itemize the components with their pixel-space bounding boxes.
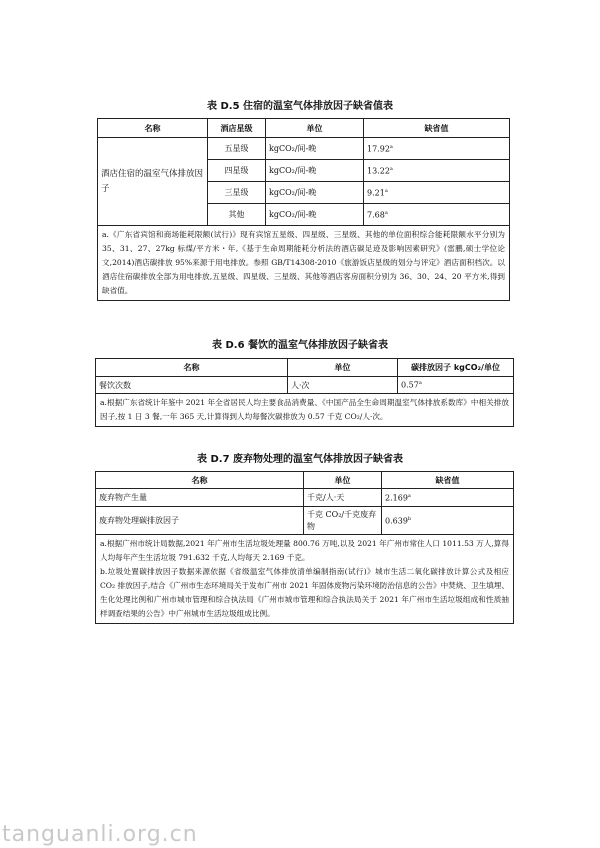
unit-cell: 人·次 [288,377,398,394]
default-value: 2.169$^a$ [382,489,514,507]
table-d7-notes [96,535,514,624]
unit-cell: 千克 CO₂/千克废弃物 [304,507,382,535]
footnote-mark: a [418,380,422,387]
table-d6-caption: 表 D.6 餐饮的温室气体排放因子缺省表 [211,340,389,351]
default-value: 0.639$^b$ [382,507,514,535]
star-level: 五星级 [208,138,266,160]
header-default: 缺省值 [382,472,514,489]
row-name: 废弃物产生量 [96,489,304,507]
table-d5-note: a.《广东省宾馆和商场能耗限额(试行)》现有宾馆五星级、四星级、三星级、其他的单位面积综合能耗限额水平分别为 35、31、27、27kg 标煤/平方米・年,《基于生命周期能耗分析法的酒店碳足迹及影响因素研究》(雷鹏,硕士学位论文,2014)酒店碳排放 95%来源于用电排放。参照 GB/T14308-2010《旅游饭店星级的划分与评定》酒店面积档次。以酒店住宿碳排放全部为用电排放,五星级、四星级、三星级、其他等酒店客房面积分别为 36、30、24、20 平方米,得到缺省值。 [98,226,510,301]
table-d7-note-b: b.垃圾处置碳排放因子数据来源依据《省级温室气体排放清单编制指南(试行)》城市生活二氧化碳排放计算公式及相应 CO₂ 排放因子,结合《广州市生态环境局关于发布广州市 2021 年固体废物污染环境防治信息的公告》中焚烧、卫生填埋、生化处理比例和广州市城市管理和综合执法局《广州市城市管理和综合执法局关于 2021 年广州市生活垃圾组成和性质抽样调查结果的公告》中广州城市生活垃圾组成比例。 [100,567,509,618]
header-unit: 单位 [266,119,364,138]
table-d5-caption: 表 D.5 住宿的温室气体排放因子缺省值表 [206,101,394,112]
table-d7 [95,471,514,624]
row-name: 餐饮次数 [96,377,288,394]
footnote-mark: b [407,515,412,522]
table-d7-caption: 表 D.7 废弃物处理的温室气体排放因子缺省表 [196,454,404,465]
star-level: 三星级 [208,182,266,204]
table-d5 [97,118,510,301]
header-star: 酒店星级 [208,119,266,138]
watermark-text: tanguanli.org.cn [2,822,198,847]
unit-cell: kgCO₂/间-晚 [266,138,364,160]
footnote-mark: a [384,209,388,216]
header-name: 名称 [98,119,208,138]
header-name: 名称 [96,359,288,377]
header-name: 名称 [96,472,304,489]
table-d7-note-a: a.根据广州市统计局数据,2021 年广州市生活垃圾处理量 800.76 万吨,以及 2021 年广州市常住人口 1011.53 万人,算得人均每年产生生活垃圾 791.632 千克,人均每天 2.169 千克。 [100,539,509,562]
table-d6 [95,358,514,427]
footnote-mark: a [389,143,393,150]
footnote-mark: a [407,492,411,499]
unit-cell: 千克/人·天 [304,489,382,507]
default-value: 17.92$^a$ [364,138,510,160]
default-value: 0.57$^a$ [398,377,514,394]
default-value: 9.21$^a$ [364,182,510,204]
default-value: 7.68$^a$ [364,204,510,226]
row-name: 废弃物处理碳排放因子 [96,507,304,535]
default-value: 13.22$^a$ [364,160,510,182]
unit-cell: kgCO₂/间-晚 [266,182,364,204]
unit-cell: kgCO₂/间-晚 [266,160,364,182]
header-unit: 单位 [304,472,382,489]
star-level: 其他 [208,204,266,226]
footnote-mark: a [389,165,393,172]
unit-cell: kgCO₂/间-晚 [266,204,364,226]
row-name-cell: 酒店住宿的温室气体排放因子 [98,138,208,226]
footnote-mark: a [384,187,388,194]
table-d6-note: a.根据广东省统计年鉴中 2021 年全省居民人均主要食品消费量、《中国产品全生命周期温室气体排放系数库》中相关排放因子,按 1 日 3 餐,一年 365 天,计算得到人均每餐次碳排放为 0.57 千克 CO₂/人·次。 [96,394,514,427]
header-default: 缺省值 [364,119,510,138]
header-factor: 碳排放因子 kgCO₂/单位 [398,359,514,377]
header-unit: 单位 [288,359,398,377]
star-level: 四星级 [208,160,266,182]
